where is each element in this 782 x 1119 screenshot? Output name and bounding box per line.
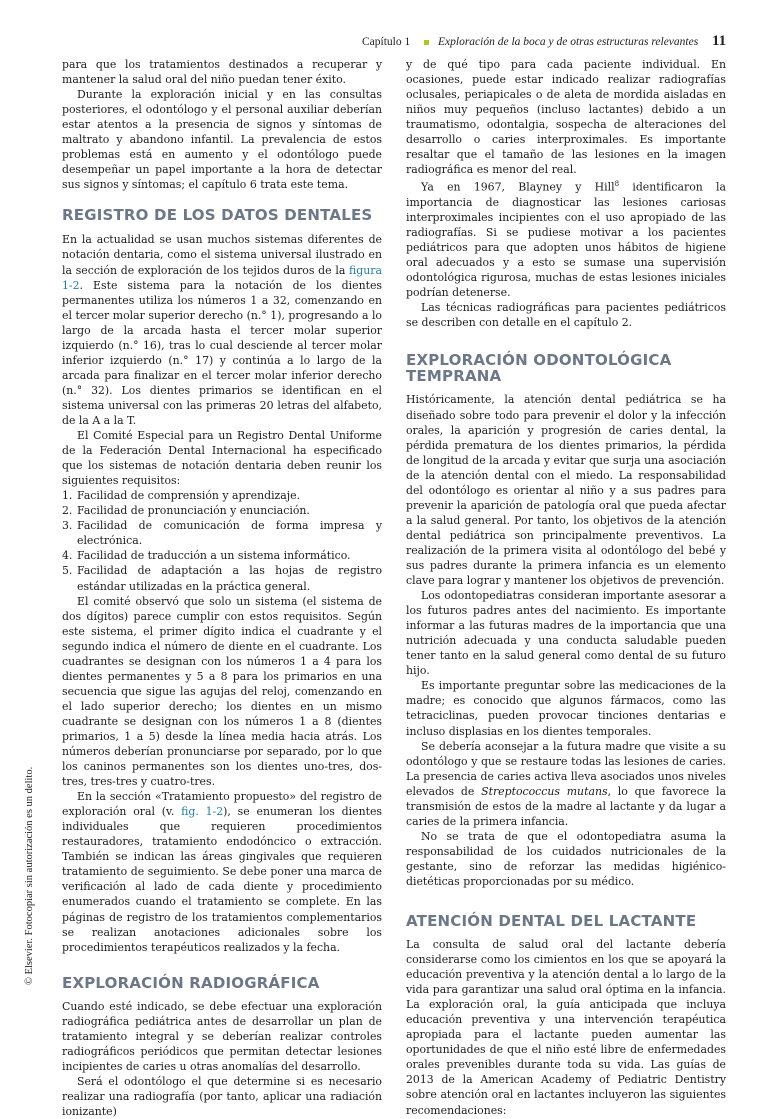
paragraph: Históricamente, la atención dental pediátrica se ha diseñado sobre todo para prevenir el dolor y la infección orales, la aparición y progresión de caries dental, la pérdida prematura de los dientes primarios, la pérdida de longitud de la arcada y evitar que surja una asociación de la atención dental con el miedo. La responsabilidad del odontólogo es orientar al niño y a sus padres para prevenir la aparición de patología oral que pueda afectar a la salud general. Por tanto, los objetivos de la atención dental pediátrica son principalmente preventivos. La realización de la primera visita al odontólogo del bebé y sus padres durante la primera infancia es un elemento clave para lograr y mantener los objetivos de prevención. [406, 393, 726, 588]
requirements-list [62, 488, 382, 593]
paragraph: En la sección «Tratamiento propuesto» del registro de exploración oral (v. fig. 1-2), se enumeran los dientes individuales que requieren procedimientos restauradores, tratamiento endodóncico o extracción. También se indican las áreas gingivales que requieren tratamiento de seguimiento. Se debe poner una marca de verificación al lado de cada diente y procedimiento enumerados cuando el tratamiento se complete. En las páginas de registro de los tratamientos complementarios se realizan anotaciones adicionales sobre los procedimientos terapéuticos realizados y la fecha. [62, 790, 382, 954]
paragraph: Las técnicas radiográficas para pacientes pediátricos se describen con detalle en el capítulo 2. [406, 301, 726, 330]
header-chapter: Capítulo 1 [362, 36, 411, 48]
section-heading-infant-care: ATENCIÓN DENTAL DEL LACTANTE [406, 912, 697, 931]
paragraph: No se trata de que el odontopediatra asuma la responsabilidad de los cuidados nutricionales de la gestante, sino de reforzar las medidas higiénico-dietéticas proporcionadas por su médico. [406, 829, 726, 888]
paragraph: El Comité Especial para un Registro Dental Uniforme de la Federación Dental Internacional ha especificado que los sistemas de notación dentaria deben reunir los siguientes requisitos: [62, 429, 382, 488]
paragraph: Durante la exploración inicial y en las consultas posteriores, el odontólogo y el personal auxiliar deberían estar atentos a la presencia de signos y síntomas de maltrato y abandono infantil. La prevalencia de estos problemas está en aumento y el odontólogo puede desempeñar un papel importante a la hora de detectar sus signos y síntomas; el capítulo 6 trata este tema. [62, 88, 382, 192]
paragraph: En la actualidad se usan muchos sistemas diferentes de notación dentaria, como el sistema universal ilustrado en la sección de exploración de los tejidos duros de la figura 1-2. Este sistema para la notación de los dientes permanentes utiliza los números 1 a 32, comenzando en el tercer molar superior derecho (n.° 1), progresando a lo largo de la arcada hasta el tercer molar superior izquierdo (n.° 16), tras lo cual desciende al tercer molar inferior izquierdo (n.° 17) y continúa a lo largo de la arcada para finalizar en el tercer molar inferior derecho (n.° 32). Los dientes primarios se identifican en el sistema universal con las primeras 20 letras del alfabeto, de la A a la T. [62, 233, 382, 427]
paragraph: La consulta de salud oral del lactante debería considerarse como los cimientos en los que se apoyará la educación preventiva y la atención dental a lo largo de la vida para garantizar una salud oral óptima en la infancia. La exploración oral, la guía anticipada que incluya educación preventiva y una intervención terapéutica apropiada para el lactante pueden aumentar las oportunidades de que el niño esté libre de enfermedades orales prevenibles durante toda su vida. Las guías de 2013 de la American Academy of Pediatric Dentistry sobre atención oral en lactantes incluyeron las siguientes recomendaciones: [406, 938, 726, 1117]
section-heading-radiographic-exam: EXPLORACIÓN RADIOGRÁFICA [62, 973, 320, 992]
paragraph: Ya en 1967, Blayney y Hill$^8$ identificaron la importancia de diagnosticar las lesiones cariosas interproximales incipientes con el uso apropiado de las radiografías. Si se pudiese motivar a los pacientes pediátricos para que adopten unos hábitos de higiene oral adecuados y a esto se sumase una supervisión odontológica rigurosa, muchas de estas lesiones iniciales podrían detenerse. [406, 180, 726, 300]
page-number: 11 [712, 33, 727, 49]
list-item: 2. Facilidad de pronunciación y enunciación. [62, 504, 310, 518]
paragraph: y de qué tipo para cada paciente individual. En ocasiones, puede estar indicado realizar radiografías oclusales, periapicales o de aleta de mordida aisladas en niños muy pequeños (incluso lactantes) debido a un traumatismo, odontalgia, sospecha de alteraciones del desarrollo o caries interproximales. Es importante resaltar que el tamaño de las lesiones en la imagen radiográfica es menor del real. [406, 58, 726, 177]
paragraph: El comité observó que solo un sistema (el sistema de dos dígitos) parece cumplir con estos requisitos. Según este sistema, el primer dígito indica el cuadrante y el segundo indica el número de diente en el cuadrante. Los cuadrantes se designan con los números 1 a 4 para los dientes permanentes y 5 a 8 para los primarios en una secuencia que sigue las agujas del reloj, comenzando en el lado superior derecho; los dientes en un mismo cuadrante se designan con los números 1 a 8 (dientes primarios, 1 a 5) desde la línea media hacia atrás. Los números deberían pronunciarse por separado, por lo que los caninos permanentes son los dientes uno-tres, dos-tres, tres-tres y cuatro-tres. [62, 594, 382, 789]
right-column [406, 57, 726, 1118]
figure-link[interactable]: figura 1-2 [62, 263, 382, 292]
list-item: 4. Facilidad de traducción a un sistema informático. [62, 549, 351, 563]
running-header [0, 33, 782, 53]
header-separator-square [424, 40, 429, 45]
paragraph: para que los tratamientos destinados a recuperar y mantener la salud oral del niño puedan tener éxito. [62, 58, 382, 87]
header-section-title: Exploración de la boca y de otras estructuras relevantes [438, 36, 699, 48]
paragraph: Cuando esté indicado, se debe efectuar una exploración radiográfica pediátrica antes de desarrollar un plan de tratamiento integral y se deberían realizar controles radiográficos periódicos que permitan detectar lesiones incipientes de caries u otras anomalías del desarrollo. [62, 999, 382, 1073]
section-heading-early-exam: EXPLORACIÓN ODONTOLÓGICA TEMPRANA [406, 351, 672, 386]
section-heading-dental-records: REGISTRO DE LOS DATOS DENTALES [62, 206, 373, 225]
paragraph: Será el odontólogo el que determine si es necesario realizar una radiografía (por tanto, aplicar una radiación ionizante) [62, 1074, 382, 1118]
figure-link[interactable]: fig. 1-2 [181, 805, 224, 819]
left-column [62, 57, 382, 1119]
copyright-notice: © Elsevier. Fotocopiar sin autorización es un delito. [24, 766, 35, 985]
paragraph: Es importante preguntar sobre las medicaciones de la madre; es conocido que algunos fármacos, como las tetraciclinas, pueden provocar tinciones dentarias e incluso displasias en los dientes temporales. [406, 679, 726, 738]
paragraph: Los odontopediatras consideran importante asesorar a los futuros padres antes del nacimiento. Es importante informar a las futuras madres de la importancia que una nutrición adecuada y una conducta saludable pueden tener tanto en la salud general como dental de su futuro hijo. [406, 589, 726, 678]
list-item: 5. Facilidad de adaptación a las hojas de registro estándar utilizadas en la práctica general. [62, 564, 382, 593]
citation-superscript: 8 [614, 180, 620, 189]
species-name: Streptococcus mutans [481, 784, 608, 798]
paragraph: Se debería aconsejar a la futura madre que visite a su odontólogo y que se restaure todas las lesiones de caries. La presencia de caries activa lleva asociados unos niveles elevados de Streptococcus mutans, lo que favorece la transmisión de estos de la madre al lactante y da lugar a caries de la primera infancia. [406, 739, 726, 828]
list-item: 1. Facilidad de comprensión y aprendizaje. [62, 489, 301, 503]
list-item: 3. Facilidad de comunicación de forma impresa y electrónica. [62, 519, 382, 548]
